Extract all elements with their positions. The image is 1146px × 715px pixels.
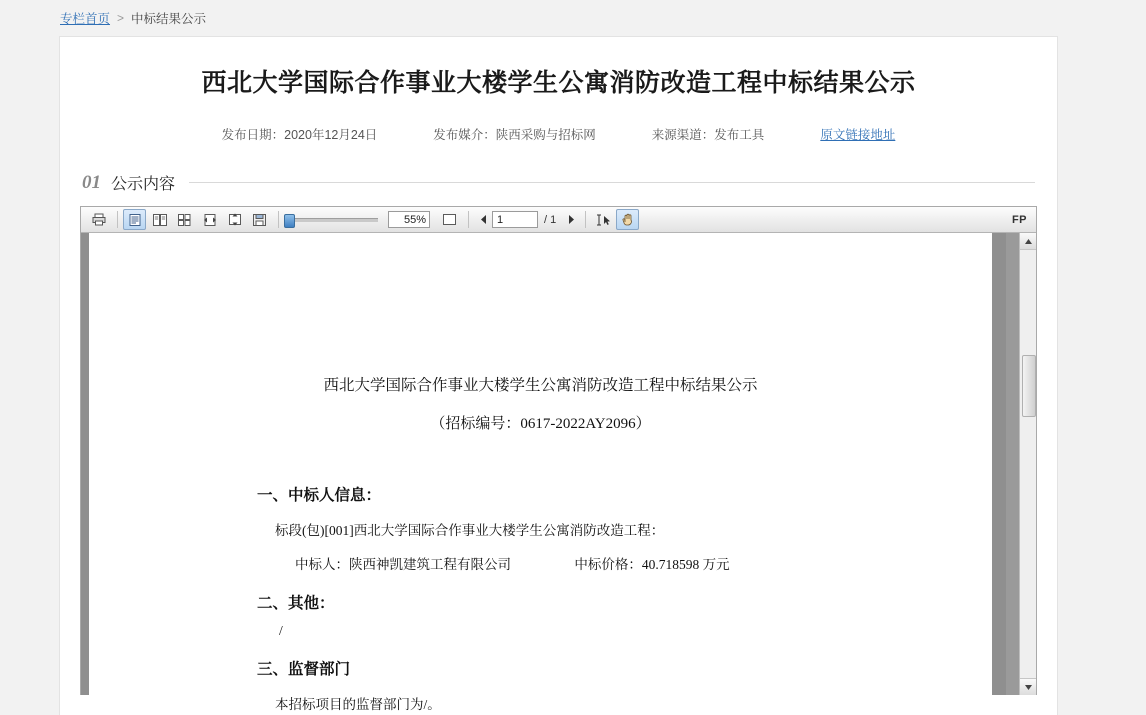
thumbnail-grid-icon[interactable]	[173, 209, 196, 230]
page-left-margin	[81, 233, 89, 695]
section-header	[82, 171, 1035, 194]
toolbar-divider-3	[468, 211, 469, 228]
publish-date: 发布日期：2020年12月24日	[221, 128, 378, 142]
breadcrumb-current: 中标结果公示	[131, 12, 207, 26]
breadcrumb-separator-icon: >	[117, 11, 125, 25]
zoom-input[interactable]: 55%	[388, 211, 430, 228]
pdf-page	[81, 233, 1006, 712]
section-title: 公示内容	[111, 176, 176, 193]
page-number-input[interactable]: 1	[492, 211, 538, 228]
viewer-brand: FP	[1011, 213, 1027, 226]
page-total-label: / 1	[544, 213, 557, 226]
fit-width-icon[interactable]	[198, 209, 221, 230]
article-meta	[60, 125, 1057, 143]
page-right-margin	[992, 233, 1006, 695]
section-number: 01	[82, 171, 101, 193]
source-channel: 来源渠道：发布工具	[651, 128, 765, 142]
scroll-down-arrow-icon[interactable]	[1020, 678, 1036, 695]
fit-screen-glyph	[443, 214, 456, 225]
zoom-slider-track[interactable]	[286, 218, 378, 222]
pdf-heading-supervision: 三、监督部门	[257, 661, 351, 678]
next-page-arrow-icon[interactable]	[562, 210, 580, 229]
content-card	[59, 36, 1058, 715]
pdf-vertical-scrollbar[interactable]	[1019, 233, 1036, 695]
toolbar-divider-4	[585, 211, 586, 228]
print-icon[interactable]	[87, 209, 110, 230]
pdf-canvas-area[interactable]	[81, 233, 1036, 712]
toolbar-divider	[117, 211, 118, 228]
pdf-winner-name: 中标人：陕西神凯建筑工程有限公司	[295, 557, 511, 572]
single-page-icon[interactable]	[123, 209, 146, 230]
prev-page-arrow-icon[interactable]	[474, 210, 492, 229]
pdf-heading-winner: 一、中标人信息：	[257, 487, 382, 504]
text-select-icon[interactable]	[591, 209, 614, 230]
pdf-toolbar	[81, 207, 1036, 233]
toolbar-divider-2	[278, 211, 279, 228]
source-link[interactable]: 原文链接地址	[820, 128, 896, 142]
publish-media: 发布媒介：陕西采购与招标网	[433, 128, 596, 142]
pdf-page-content	[89, 233, 992, 712]
pdf-winner-line	[295, 553, 992, 573]
section-divider	[189, 182, 1035, 183]
pdf-supervision-line: 本招标项目的监督部门为/。	[275, 697, 441, 712]
page-title: 西北大学国际合作事业大楼学生公寓消防改造工程中标结果公示	[201, 69, 916, 97]
save-icon[interactable]	[248, 209, 271, 230]
hand-tool-icon[interactable]	[616, 209, 639, 230]
pdf-doc-subtitle: （招标编号：0617-2022AY2096）	[430, 416, 651, 432]
scroll-up-arrow-icon[interactable]	[1020, 233, 1036, 250]
pdf-other-value: /	[279, 623, 283, 638]
fit-screen-icon[interactable]	[438, 209, 461, 230]
breadcrumb-home-link[interactable]: 专栏首页	[60, 12, 111, 26]
zoom-slider[interactable]	[286, 218, 378, 222]
pdf-doc-title: 西北大学国际合作事业大楼学生公寓消防改造工程中标结果公示	[323, 377, 758, 394]
pdf-lot-line: 标段(包)[001]西北大学国际合作事业大楼学生公寓消防改造工程：	[275, 523, 665, 538]
pdf-heading-other: 二、其他：	[257, 595, 335, 612]
pdf-winner-price: 中标价格：40.718598 万元	[574, 557, 730, 572]
scroll-thumb[interactable]	[1022, 355, 1036, 417]
pdf-viewer	[80, 206, 1037, 712]
two-page-icon[interactable]	[148, 209, 171, 230]
fit-height-icon[interactable]	[223, 209, 246, 230]
breadcrumb	[0, 0, 1146, 36]
zoom-slider-knob[interactable]	[284, 214, 295, 228]
